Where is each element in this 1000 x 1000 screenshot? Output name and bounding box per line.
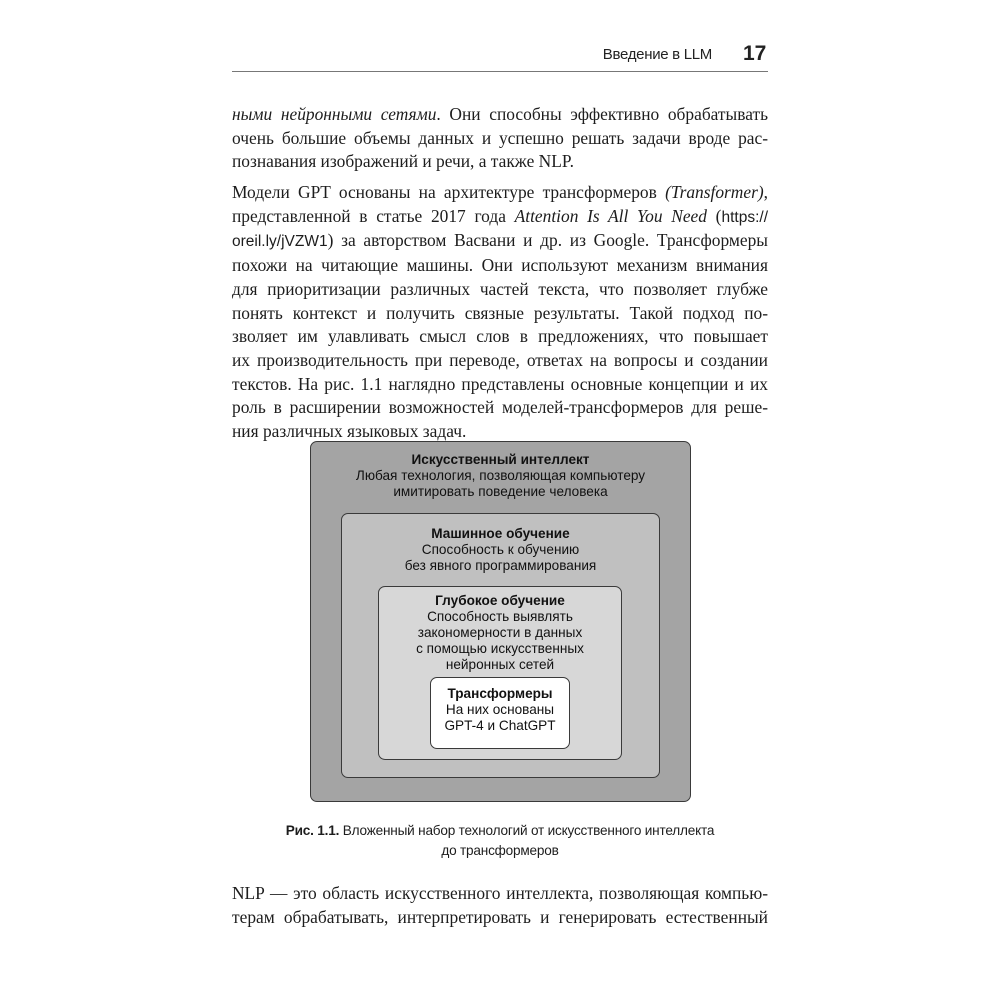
paragraph-line: зволяет им улавливать смысл слов в предложениях, что повышает — [232, 326, 768, 347]
paragraph-line: похожи на читающие машины. Они используют механизм внимания — [232, 255, 768, 276]
box-title: Трансформеры — [447, 686, 553, 701]
paragraph-gpt-transformers — [232, 181, 768, 444]
paragraph-line — [232, 205, 768, 230]
paper-title: Attention Is All You Need — [514, 205, 707, 226]
caption-line — [232, 821, 768, 841]
box-description: Способность выявлять — [427, 609, 573, 624]
italic-term: ными нейронными сетями — [232, 104, 437, 124]
paragraph-line: их производительность при переводе, ответах на вопросы и создании — [232, 349, 768, 370]
page-number: 17 — [743, 42, 767, 65]
box-description: На них основаны — [445, 702, 555, 717]
paragraph-line: для приоритизации различных частей текста, что позволяет глубже — [232, 278, 768, 299]
paragraph-line: NLP — это область искусственного интеллекта, позволяющая компью- — [232, 883, 768, 903]
box-title: Глубокое обучение — [435, 593, 565, 608]
caption-line: до трансформеров — [441, 843, 559, 858]
text-run: ( — [706, 205, 722, 226]
box-description: GPT-4 и ChatGPT — [444, 718, 556, 733]
text-run: , — [763, 182, 768, 202]
paragraph-intro — [232, 103, 768, 174]
paper-link-part2[interactable]: oreil.ly/jVZW1 — [232, 233, 328, 251]
text-run: Модели GPT основаны на архитектуре трансформеров — [232, 182, 666, 202]
figure-box-transformers — [430, 677, 570, 749]
figure-caption — [232, 821, 768, 861]
paragraph-line: роль в расширении возможностей моделей-трансформеров для реше- — [232, 397, 768, 418]
box-title: Машинное обучение — [431, 526, 570, 541]
paragraph-line: понять контекст и получить связные результаты. Такой подход по- — [232, 302, 768, 323]
box-description: закономерности в данных — [417, 625, 583, 640]
box-title: Искусственный интеллект — [411, 452, 590, 467]
paragraph-line — [232, 229, 768, 254]
paragraph-line: очень большие объемы данных и успешно решать задачи вроде рас- — [232, 127, 768, 148]
header-divider — [232, 71, 768, 72]
paragraph-line: терам обрабатывать, интерпретировать и генерировать естественный — [232, 906, 768, 927]
box-description: нейронных сетей — [445, 657, 555, 672]
box-description: с помощью искусственных — [416, 641, 584, 656]
paragraph-line: познавания изображений и речи, а также NLP. — [232, 151, 574, 172]
box-description: имитировать поведение человека — [393, 484, 608, 499]
paper-link-part1[interactable]: https:// — [721, 208, 769, 226]
box-description: без явного программирования — [404, 558, 597, 573]
caption-label: Рис. 1.1. — [285, 823, 340, 838]
text-run: . Они способны эффективно обрабатывать — [436, 104, 768, 124]
paragraph-line — [232, 181, 768, 205]
caption-text: Вложенный набор технологий от искусственного интеллекта — [339, 823, 715, 838]
box-description: Любая технология, позволяющая компьютеру — [355, 468, 646, 483]
italic-term: (Transformer) — [665, 182, 764, 202]
text-run: ) за авторством Васвани и др. из Google. Трансформеры — [327, 230, 768, 251]
paragraph-line: текстов. На рис. 1.1 наглядно представлены основные концепции и их — [232, 373, 768, 394]
box-description: Способность к обучению — [421, 542, 580, 557]
paragraph-nlp — [232, 882, 768, 929]
paragraph-line — [232, 103, 768, 127]
text-run: представленной в статье 2017 года — [232, 205, 515, 226]
paragraph-line: ния различных языковых задач. — [232, 421, 467, 442]
running-header-title: Введение в LLM — [602, 46, 712, 63]
